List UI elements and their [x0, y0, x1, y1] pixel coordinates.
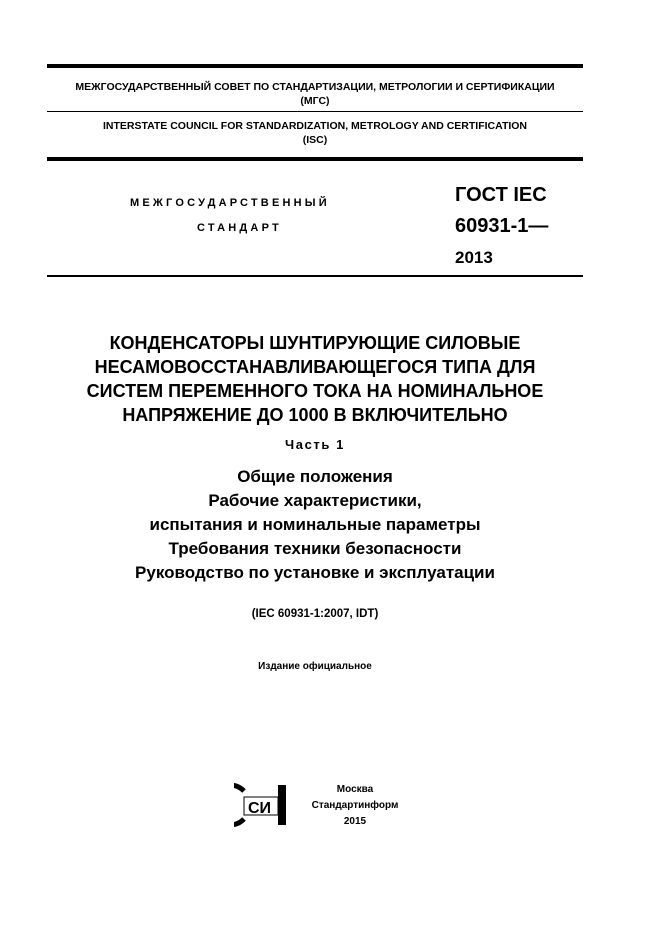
- iec-equivalence: (IEC 60931-1:2007, IDT): [251, 608, 379, 620]
- header-bottom-rule: [47, 157, 583, 161]
- subtitle-line: Требования техники безопасности: [168, 539, 462, 558]
- subtitle-line: Руководство по установке и эксплуатации: [135, 563, 495, 582]
- standard-bottom-rule: [47, 275, 583, 277]
- standard-code-line2: 60931-1—: [455, 215, 549, 237]
- publication-year: 2015: [343, 816, 367, 827]
- title-line: КОНДЕНСАТОРЫ ШУНТИРУЮЩИЕ СИЛОВЫЕ: [109, 333, 521, 353]
- council-divider: [47, 111, 583, 112]
- council-en: [40, 119, 590, 147]
- subtitle-line: Общие положения: [237, 467, 393, 486]
- logo-lettering: СИ: [248, 800, 272, 817]
- title-line: СИСТЕМ ПЕРЕМЕННОГО ТОКА НА НОМИНАЛЬНОЕ: [86, 381, 544, 401]
- document-title: [40, 331, 590, 427]
- standartinform-logo: [234, 783, 288, 827]
- council-ru: [40, 80, 590, 108]
- publisher-name: Стандартинформ: [311, 800, 399, 811]
- standard-code-line3: 2013: [455, 248, 493, 267]
- council-ru-abbr: (МГС): [300, 95, 330, 107]
- part-subtitle: [40, 465, 590, 585]
- subtitle-line: испытания и номинальные параметры: [149, 515, 481, 534]
- part-label: Часть 1: [285, 437, 345, 452]
- official-edition: Издание официальное: [258, 661, 372, 672]
- council-ru-line1: МЕЖГОСУДАРСТВЕННЫЙ СОВЕТ ПО СТАНДАРТИЗАЦИИ, МЕТРОЛОГИИ И СЕРТИФИКАЦИИ: [75, 81, 555, 93]
- title-line: НАПРЯЖЕНИЕ ДО 1000 В ВКЛЮЧИТЕЛЬНО: [122, 405, 508, 425]
- top-rule-thick: [47, 64, 583, 68]
- council-en-abbr: (ISC): [302, 134, 328, 146]
- title-line: НЕСАМОВОССТАНАВЛИВАЮЩЕГОСЯ ТИПА ДЛЯ: [94, 357, 536, 377]
- standard-type-line2: СТАНДАРТ: [197, 222, 282, 234]
- subtitle-line: Рабочие характеристики,: [208, 491, 422, 510]
- standard-type-line1: МЕЖГОСУДАРСТВЕННЫЙ: [130, 197, 330, 209]
- standard-code: [455, 180, 548, 273]
- publisher-city: Москва: [336, 784, 374, 795]
- standard-code-line1: ГОСТ IEC: [455, 184, 547, 206]
- publisher-info: [300, 782, 410, 830]
- council-en-line1: INTERSTATE COUNCIL FOR STANDARDIZATION, METROLOGY AND CERTIFICATION: [102, 120, 528, 132]
